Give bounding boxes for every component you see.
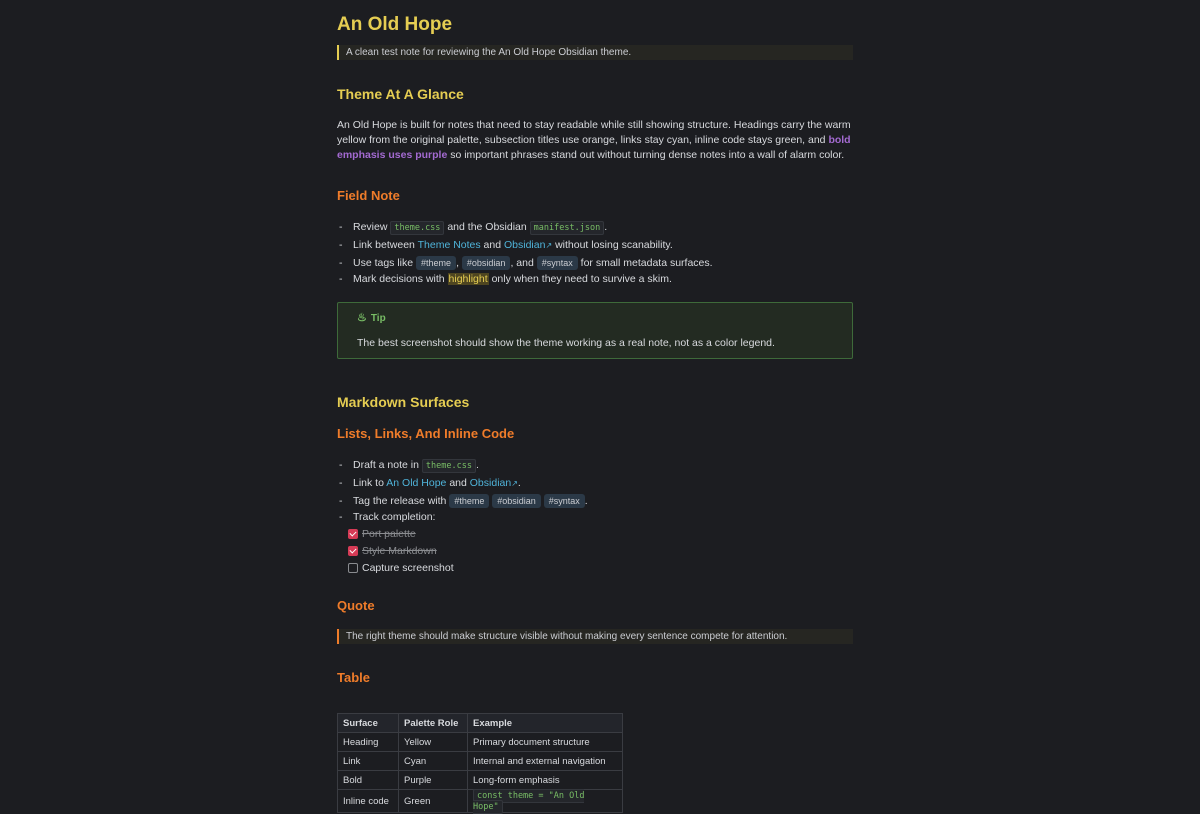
list-item: - Link between Theme Notes and Obsidian↗ without losing scanability. bbox=[337, 237, 853, 255]
subtitle-text: A clean test note for reviewing the An Old Hope Obsidian theme. bbox=[346, 47, 632, 58]
task-item bbox=[337, 560, 853, 577]
bold-text: bold emphasis uses purple bbox=[337, 134, 851, 161]
external-link-icon: ↗ bbox=[511, 478, 518, 488]
list-item: - Tag the release with #theme #obsidian #syntax . bbox=[337, 493, 853, 510]
quote-blockquote bbox=[337, 629, 853, 644]
markdown-list bbox=[337, 457, 853, 526]
list-item: - Draft a note in theme.css . bbox=[337, 457, 853, 475]
tag-theme[interactable]: #theme bbox=[449, 494, 489, 508]
internal-link-theme-notes[interactable]: Theme Notes bbox=[417, 238, 481, 251]
task-label: Port palette bbox=[362, 528, 416, 541]
list-item: - Link to An Old Hope and Obsidian↗. bbox=[337, 475, 853, 493]
subtitle-blockquote bbox=[337, 45, 853, 60]
external-link-obsidian[interactable]: Obsidian bbox=[504, 238, 546, 251]
list-item: - Review theme.css and the Obsidian manifest.json . bbox=[337, 219, 853, 237]
table-row: Heading Yellow Primary document structure bbox=[338, 733, 623, 752]
checkbox-checked[interactable] bbox=[348, 546, 358, 556]
heading-quote: Quote bbox=[337, 598, 375, 613]
tag-obsidian[interactable]: #obsidian bbox=[462, 256, 511, 270]
palette-table bbox=[337, 713, 623, 813]
highlight-text: highlight bbox=[448, 273, 488, 286]
checkbox-checked[interactable] bbox=[348, 529, 358, 539]
tag-obsidian[interactable]: #obsidian bbox=[492, 494, 541, 508]
external-link-icon: ↗ bbox=[545, 240, 553, 250]
table-header-row bbox=[338, 714, 623, 733]
flame-icon: ♨ bbox=[357, 312, 367, 324]
page-title: An Old Hope bbox=[337, 14, 453, 35]
heading-lists-links-inline-code: Lists, Links, And Inline Code bbox=[337, 426, 515, 441]
heading-theme-at-a-glance: Theme At A Glance bbox=[337, 86, 464, 102]
checkbox-unchecked[interactable] bbox=[348, 563, 358, 573]
tag-theme[interactable]: #theme bbox=[416, 256, 456, 270]
internal-link-an-old-hope[interactable]: An Old Hope bbox=[386, 476, 447, 489]
table-row: Inline code Green const theme = "An Old Hope" bbox=[338, 790, 623, 813]
tag-syntax[interactable]: #syntax bbox=[537, 256, 578, 270]
quote-text: The right theme should make structure visible without making every sentence compete for attention. bbox=[346, 631, 788, 642]
table-row: Link Cyan Internal and external navigation bbox=[338, 752, 623, 771]
heading-table: Table bbox=[337, 670, 370, 685]
list-item: - Track completion: bbox=[337, 509, 853, 526]
inline-code: theme.css bbox=[390, 221, 444, 235]
list-item: - Use tags like #theme , #obsidian , and #syntax for small metadata surfaces. bbox=[337, 255, 853, 272]
inline-code: theme.css bbox=[422, 459, 476, 473]
inline-code: const theme = "An Old Hope" bbox=[473, 791, 585, 812]
tip-callout bbox=[337, 302, 853, 359]
note-page bbox=[337, 0, 853, 812]
external-link-obsidian[interactable]: Obsidian bbox=[469, 476, 512, 489]
list-item: - Mark decisions with highlight only when they need to survive a skim. bbox=[337, 271, 853, 288]
tip-title: Tip bbox=[370, 313, 386, 324]
glance-paragraph: An Old Hope is built for notes that need to stay readable while still showing structure. Headings carry the warm yellow from the original palette, subsection titles use orange, links stay cyan, inline code stays green, and bold emphasis uses purple so important phrases stand out without turning dense notes into a wall of alarm color. bbox=[337, 119, 851, 161]
heading-markdown-surfaces: Markdown Surfaces bbox=[337, 394, 470, 410]
tag-syntax[interactable]: #syntax bbox=[544, 494, 585, 508]
column-header: Palette Role bbox=[399, 714, 468, 733]
table-row: Bold Purple Long-form emphasis bbox=[338, 771, 623, 790]
heading-field-note: Field Note bbox=[337, 188, 400, 203]
task-label: Style Markdown bbox=[362, 544, 437, 557]
tip-body: The best screenshot should show the theme working as a real note, not as a color legend. bbox=[357, 337, 775, 349]
field-note-list bbox=[337, 219, 853, 288]
inline-code: manifest.json bbox=[530, 221, 605, 235]
column-header: Surface bbox=[338, 714, 399, 733]
task-item bbox=[337, 526, 853, 543]
task-item bbox=[337, 543, 853, 560]
task-label: Capture screenshot bbox=[362, 561, 454, 574]
column-header: Example bbox=[468, 714, 623, 733]
